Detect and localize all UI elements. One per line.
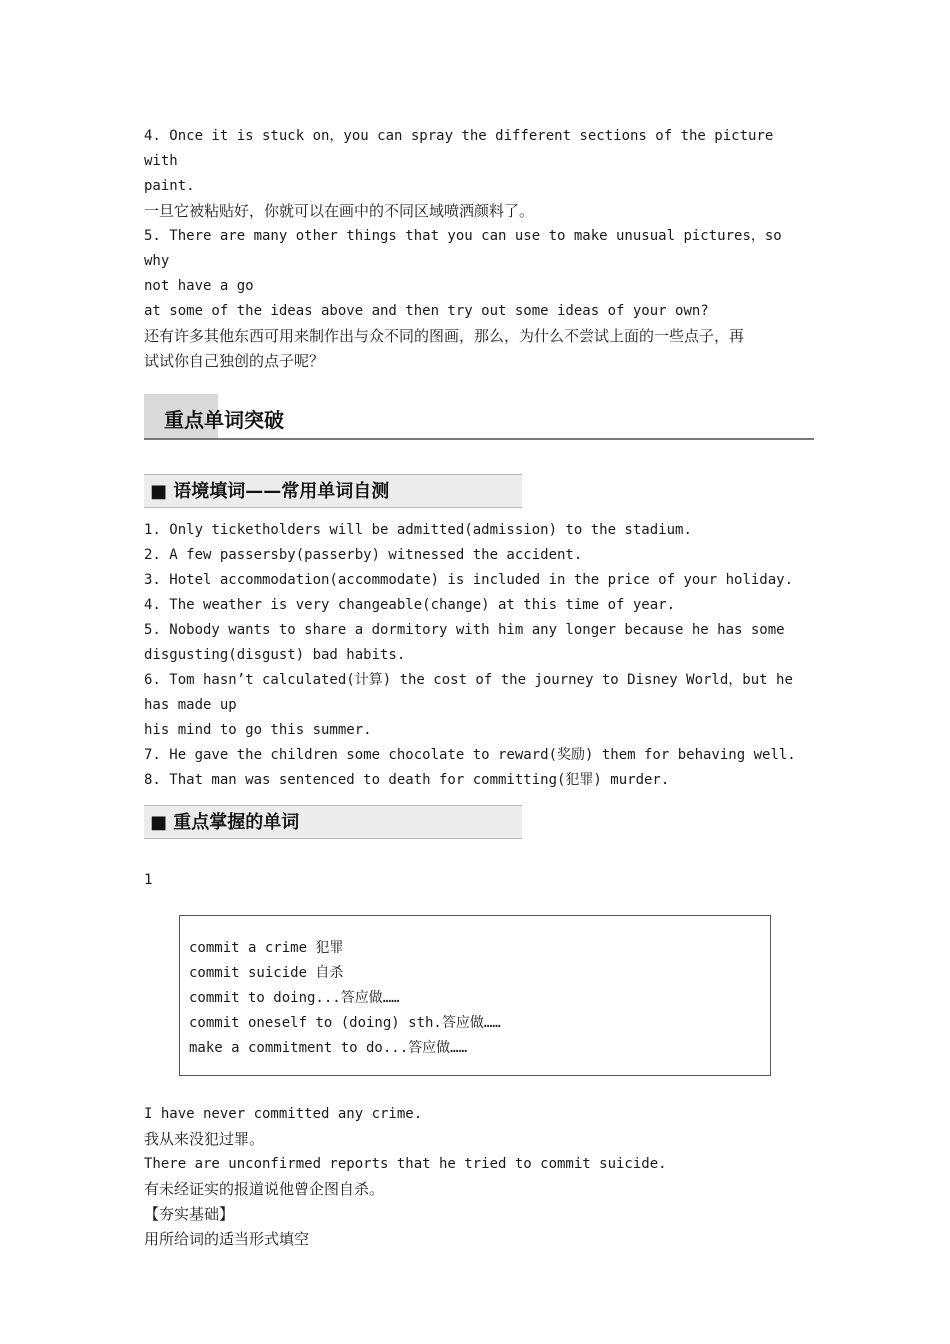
text-line: paint. bbox=[144, 178, 195, 194]
sentence-line: 4. The weather is very changeable(change) at this time of year. bbox=[144, 597, 676, 613]
example-line: I have never committed any crime. bbox=[144, 1106, 423, 1122]
phrase-line: make a commitment to do...答应做…… bbox=[189, 1040, 468, 1056]
sentence-line: has made up bbox=[144, 697, 237, 713]
phrase-line: commit to doing...答应做…… bbox=[189, 990, 400, 1006]
example-line: 有未经证实的报道说他曾企图自杀。 bbox=[144, 1180, 385, 1198]
text-line: 5. There are many other things that you can use to make unusual pictures，so why bbox=[144, 228, 791, 269]
square-bullet-icon: ■ bbox=[150, 481, 168, 502]
section-header bbox=[144, 394, 814, 440]
phrase-line: commit oneself to (doing) sth.答应做…… bbox=[189, 1015, 501, 1031]
sentence-line: 7. He gave the children some chocolate to reward(奖励) them for behaving well. bbox=[144, 747, 796, 763]
subsection-header-context-fill bbox=[144, 474, 522, 508]
example-line: 用所给词的适当形式填空 bbox=[144, 1230, 310, 1248]
text-line: at some of the ideas above and then try out some ideas of your own? bbox=[144, 303, 709, 319]
phrase-line: commit suicide 自杀 bbox=[189, 965, 344, 981]
text-line: 4. Once it is stuck on，you can spray the different sections of the picture with bbox=[144, 128, 782, 169]
text-line: 试试你自己独创的点子呢？ bbox=[144, 352, 325, 370]
intro-text bbox=[144, 124, 814, 374]
sentence-line: 3. Hotel accommodation(accommodate) is included in the price of your holiday. bbox=[144, 572, 794, 588]
sentence-line: his mind to go this summer. bbox=[144, 722, 372, 738]
sentence-line: 6. Tom hasn’t calculated(计算) the cost of the journey to Disney World，but he bbox=[144, 672, 793, 688]
phrase-box bbox=[179, 915, 771, 1076]
example-line: 【夯实基础】 bbox=[144, 1205, 235, 1223]
example-line: There are unconfirmed reports that he tried to commit suicide. bbox=[144, 1156, 667, 1172]
subsection-header-key-words bbox=[144, 805, 522, 839]
sentence-line: 2. A few passersby(passerby) witnessed the accident. bbox=[144, 547, 583, 563]
sentence-line: 1. Only ticketholders will be admitted(admission) to the stadium. bbox=[144, 522, 692, 538]
sentence-line: disgusting(disgust) bad habits. bbox=[144, 647, 406, 663]
document-page bbox=[144, 124, 814, 1252]
subsection-title: 重点掌握的单词 bbox=[173, 812, 300, 833]
example-line: 我从来没犯过罪。 bbox=[144, 1130, 265, 1148]
text-line: 一旦它被粘贴好，你就可以在画中的不同区域喷洒颜料了。 bbox=[144, 202, 535, 220]
section-title: 重点单词突破 bbox=[164, 408, 284, 432]
text-line: 还有许多其他东西可用来制作出与众不同的图画，那么，为什么不尝试上面的一些点子，再 bbox=[144, 327, 745, 345]
phrase-line: commit a crime 犯罪 bbox=[189, 940, 344, 956]
sentence-line: 5. Nobody wants to share a dormitory with him any longer because he has some bbox=[144, 622, 785, 638]
subsection-title: 语境填词——常用单词自测 bbox=[173, 481, 390, 502]
text-line: not have a go bbox=[144, 278, 254, 294]
item-number: 1 bbox=[144, 872, 153, 888]
sentence-line: 8. That man was sentenced to death for committing(犯罪) murder. bbox=[144, 772, 670, 788]
square-bullet-icon: ■ bbox=[150, 812, 168, 833]
examples bbox=[144, 1102, 814, 1252]
fill-in-sentences bbox=[144, 518, 814, 793]
